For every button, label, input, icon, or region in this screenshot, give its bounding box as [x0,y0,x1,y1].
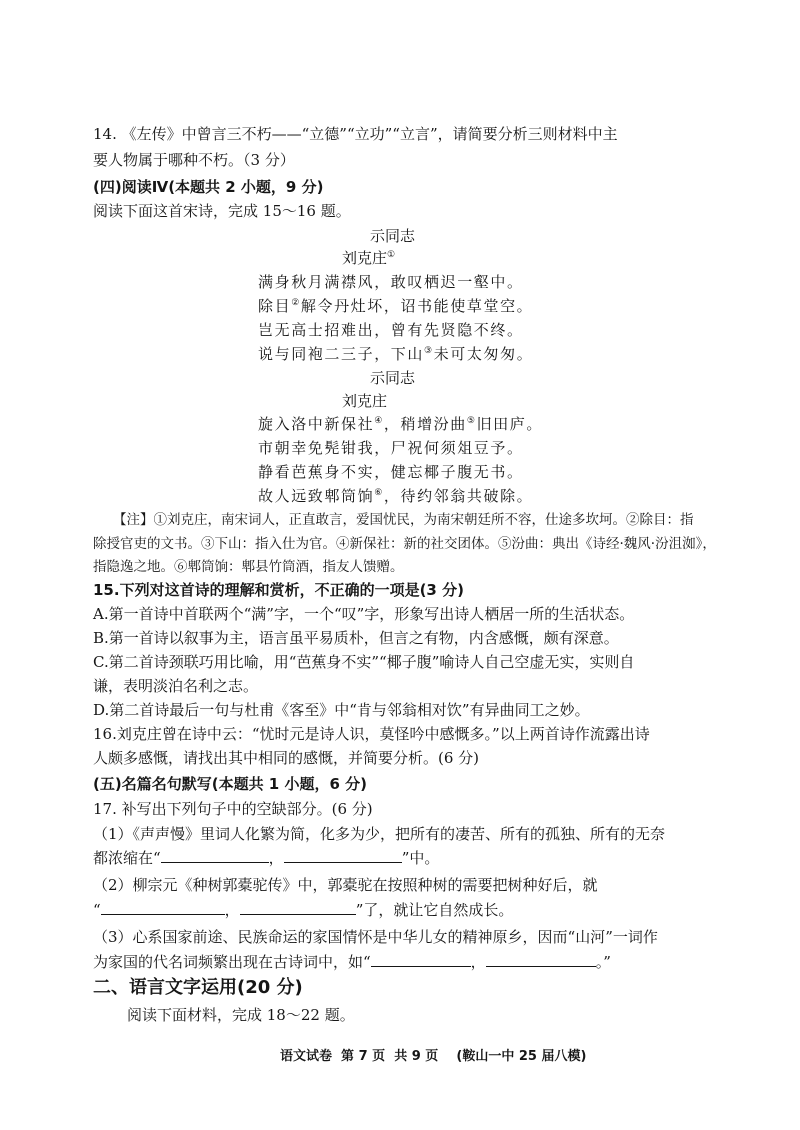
q15-option-b: B.第一首诗以叙事为主，语言虽平易质朴，但言之有物，内含感慨，颇有深意。 [93,629,619,647]
answer-blank[interactable] [284,848,402,863]
poem-line-text: ，待约邻翁共破除。 [383,487,534,505]
poem-line-text: 市朝幸免髡钳我，尸祝何须俎豆予。 [258,439,524,457]
poem-ref-mark: ⑥ [374,488,384,498]
poem-line-text: 未可太匆匆。 [433,345,534,363]
poem-2-title: 示同志 [370,369,416,387]
q17-item-3-suffix: 。” [595,953,611,971]
section-4-instruction: 阅读下面这首宋诗，完成 15～16 题。 [93,202,351,220]
answer-blank[interactable] [371,952,471,967]
q17-item-3-line-2 [93,952,611,972]
q16-line-1: 16.刘克庄曾在诗中云：“忧时元是诗人识，莫怪吟中感慨多。”以上两首诗作流露出诗 [93,725,650,743]
poem-1-author-name: 刘克庄 [342,249,388,267]
poem-line-text: 除目 [258,297,292,315]
q17-item-2-suffix: ”了，就让它自然成长。 [355,901,514,919]
poem-ref-mark: ④ [374,416,384,426]
poem-2-line-2 [258,438,524,458]
poem-2-line-3 [258,462,524,482]
part-2-title: 二、语言文字运用(20 分) [93,977,303,998]
poem-2-line-1 [258,414,543,434]
q17-item-1-prefix: 都浓缩在“ [93,849,161,867]
poem-2-line-4 [258,486,533,506]
poem-ref-mark: ⑤ [466,416,477,426]
poem-line-text: 旋入洛中新保社 [258,415,375,433]
poem-1-title: 示同志 [370,227,416,245]
q17-item-3-prefix: 为家国的代名词频繁出现在古诗词中，如“ [93,953,371,971]
part-2-instruction: 阅读下面材料，完成 18～22 题。 [127,1006,355,1024]
q15-option-a: A.第一首诗中首联两个“满”字，一个“叹”字，形象写出诗人栖居一所的生活状态。 [93,605,635,623]
poem-1-author [342,248,395,268]
poem-line-text: 故人远致郫筒饷 [258,487,375,505]
poem-1-line-3 [258,320,524,340]
q15-stem: 15.下列对这首诗的理解和赏析，不正确的一项是(3 分) [93,581,464,599]
q14-line-2: 要人物属于哪种不朽。（3 分） [93,151,295,169]
q17-stem: 17. 补写出下列句子中的空缺部分。(6 分) [93,800,373,818]
answer-blank[interactable] [101,900,225,915]
poem-line-text: 静看芭蕉身不实，健忘椰子腹无书。 [258,463,524,481]
section-5-title: (五)名篇名句默写(本题共 1 小题，6 分) [93,775,367,793]
q17-item-1-suffix: ”中。 [401,849,440,867]
answer-blank[interactable] [486,952,596,967]
notes-line-2: 除授官吏的文书。③下山：指入仕为官。④新保社：新的社交团体。⑤汾曲：典出《诗经·魏风·汾沮洳》， [93,536,716,552]
answer-blank[interactable] [240,900,356,915]
poem-ref-mark: ② [291,298,301,308]
q17-item-2-sep: ， [224,901,240,919]
poem-1-author-ref: ① [387,250,396,260]
answer-blank[interactable] [161,848,269,863]
q17-item-2-prefix: “ [93,901,101,919]
q16-line-2: 人颇多感慨，请找出其中相同的感慨，并简要分析。(6 分) [93,749,480,767]
q17-item-3-line-1: （3）心系国家前途、民族命运的家国情怀是中华儿女的精神原乡，因而“山河”一词作 [93,928,658,946]
q17-item-1-line-1: （1）《声声慢》里词人化繁为简，化多为少，把所有的凄苦、所有的孤独、所有的无奈 [93,825,666,843]
poem-line-text: 解令丹灶坏，诏书能使草堂空。 [300,297,534,315]
page-footer: 语文试卷 第 7 页 共 9 页 (鞍山一中 25 届八模) [280,1049,587,1064]
section-4-title: (四)阅读Ⅳ(本题共 2 小题，9 分) [93,178,324,196]
q17-item-1-sep: ， [268,849,284,867]
q15-option-d: D.第二首诗最后一句与杜甫《客至》中“肯与邻翁相对饮”有异曲同工之妙。 [93,701,590,719]
q14-line-1: 14. 《左传》中曾言三不朽——“立德”“立功”“立言”，请简要分析三则材料中主 [93,125,618,143]
poem-line-text: 旧田庐。 [476,415,543,433]
notes-line-3: 指隐逸之地。⑥郫筒饷：郫县竹筒酒，指友人馈赠。 [93,559,404,575]
q15-option-c-line-2: 谦，表明淡泊名利之志。 [93,677,259,695]
q17-item-2-line-1: （2）柳宗元《种树郭橐驼传》中，郭橐驼在按照种树的需要把树种好后，就 [93,876,598,894]
poem-line-text: ，稍增汾曲 [383,415,467,433]
poem-line-text: 说与同袍二三子，下山 [258,345,425,363]
q17-item-3-sep: ， [470,953,486,971]
q17-item-1-line-2 [93,848,439,868]
poem-1-line-4 [258,344,533,364]
poem-1-line-1 [258,272,524,292]
poem-ref-mark: ③ [424,346,434,356]
notes-line-1: 【注】①刘克庄，南宋词人，正直敢言，爱国忧民，为南宋朝廷所不容，仕途多坎坷。②除目：指 [113,512,694,528]
q17-item-2-line-2 [93,900,513,920]
poem-line-text: 满身秋月满襟风，敢叹栖迟一壑中。 [258,273,524,291]
poem-line-text: 岂无高士招难出，曾有先贤隐不终。 [258,321,524,339]
q15-option-c-line-1: C.第二首诗颈联巧用比喻，用“芭蕉身不实”“椰子腹”喻诗人自己空虚无实，实则自 [93,653,635,671]
poem-1-line-2 [258,296,533,316]
poem-2-author: 刘克庄 [342,392,388,410]
